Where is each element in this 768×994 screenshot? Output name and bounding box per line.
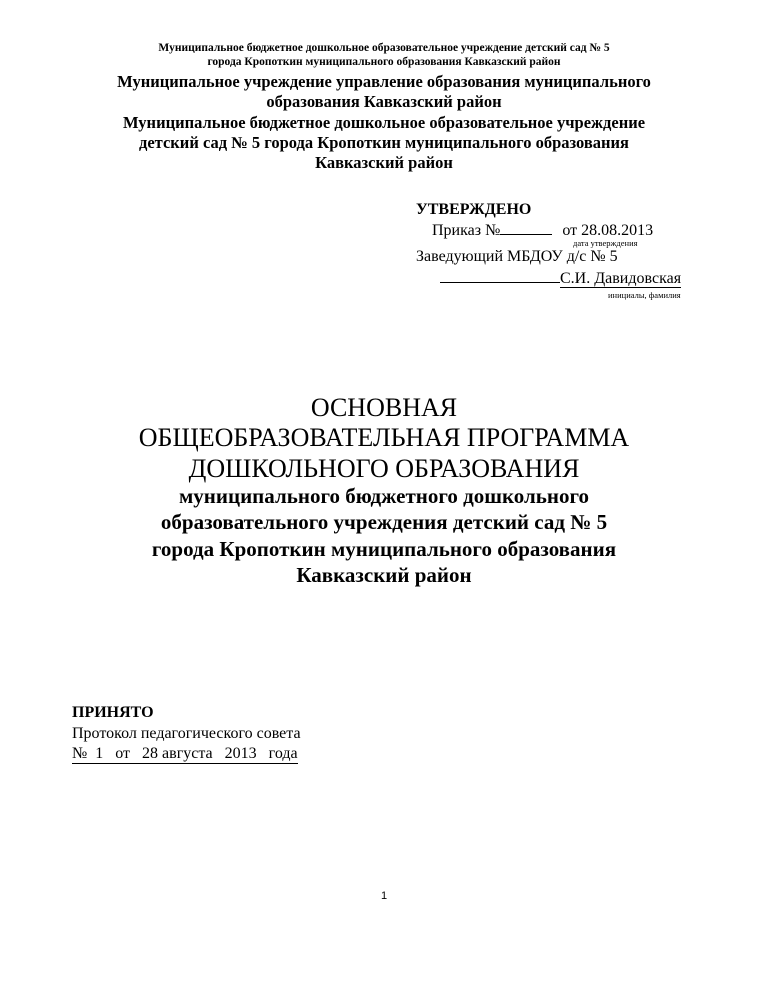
title-line-2: ОБЩЕОБРАЗОВАТЕЛЬНАЯ ПРОГРАММА xyxy=(138,423,630,452)
header-line-7: Кавказский район xyxy=(315,153,453,172)
order-label: Приказ № xyxy=(432,222,501,239)
signature-name: С.И. Давидовская xyxy=(560,270,682,287)
title-line-1: ОСНОВНАЯ xyxy=(310,393,458,422)
head-title: Заведующий МБДОУ д/с № 5 xyxy=(416,248,618,265)
header-line-4: образования Кавказский район xyxy=(266,92,502,111)
header-line-5: Муниципальное бюджетное дошкольное образовательное учреждение xyxy=(122,113,646,132)
date-caption: дата утверждения xyxy=(573,238,638,248)
header-line-2: города Кропоткин муниципального образования Кавказский район xyxy=(207,56,561,68)
accepted-title: ПРИНЯТО xyxy=(72,704,154,721)
header-line-6: детский сад № 5 города Кропоткин муниципального образования xyxy=(139,133,629,152)
signature-line xyxy=(440,269,681,288)
protocol-details: № 1 от 28 августа 2013 года xyxy=(72,745,298,762)
page-number: 1 xyxy=(380,890,388,902)
title-line-3: ДОШКОЛЬНОГО ОБРАЗОВАНИЯ xyxy=(188,454,580,483)
order-date: от 28.08.2013 xyxy=(562,222,654,239)
approval-title: УТВЕРЖДЕНО xyxy=(416,201,532,218)
initials-caption: инициалы, фамилия xyxy=(608,290,681,300)
signature-blank xyxy=(440,269,560,283)
header-line-1: Муниципальное бюджетное дошкольное образовательное учреждение детский сад № 5 xyxy=(158,42,610,54)
header-line-3: Муниципальное учреждение управление образования муниципального xyxy=(117,72,651,91)
order-number-blank xyxy=(500,221,552,235)
subtitle-line-1: муниципального бюджетного дошкольного xyxy=(178,484,590,508)
subtitle-line-4: Кавказский район xyxy=(296,563,472,587)
subtitle-line-2: образовательного учреждения детский сад № 5 xyxy=(160,510,608,534)
protocol-label: Протокол педагогического совета xyxy=(72,725,301,742)
subtitle-line-3: города Кропоткин муниципального образования xyxy=(151,537,617,561)
